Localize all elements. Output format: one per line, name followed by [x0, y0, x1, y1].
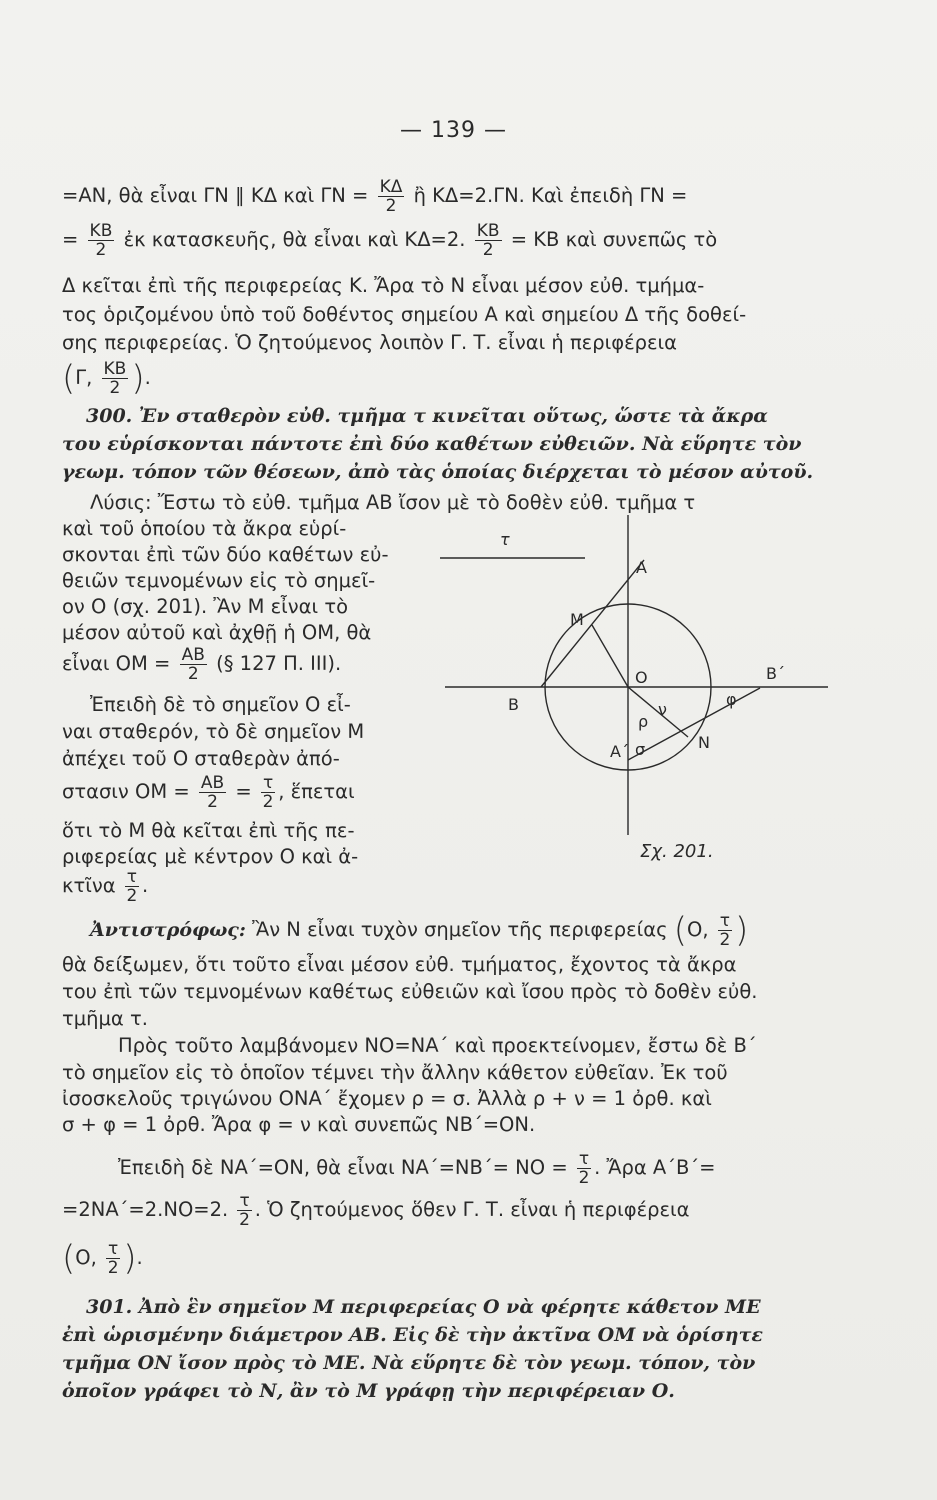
- text-line: τμῆμα τ.: [62, 1007, 148, 1030]
- text-line: (Ο, $\frac{\tau}{2}$ ).: [62, 1238, 143, 1279]
- text-line: Ἐπειδὴ δὲ ΝΑ΄=ΟΝ, θὰ εἶναι ΝΑ΄=ΝΒ΄= ΝΟ = $\frac{\tau}{2}$ . Ἄρα Α΄Β΄=: [118, 1149, 716, 1188]
- text-line: μέσον αὐτοῦ καὶ ἀχθῇ ἡ ΟΜ, θὰ: [62, 621, 372, 644]
- fraction: $\frac{\tau}{2}$: [126, 867, 138, 906]
- text-line: εἶναι ΟΜ = $\frac{AB}{2}$ (§ 127 Π. ΙΙΙ).: [62, 645, 342, 684]
- problem-301-line: τμῆμα ΟΝ ἴσον πρὸς τὸ ΜΕ. Νὰ εὕρητε δὲ τὸν γεωμ. τόπον, τὸν: [62, 1352, 756, 1374]
- text-line: ὅτι τὸ Μ θὰ κεῖται ἐπὶ τῆς πε-: [62, 819, 355, 842]
- text-line: σης περιφερείας. Ὁ ζητούμενος λοιπὸν Γ. Τ. εἶναι ἡ περιφέρεια: [62, 331, 677, 354]
- fraction: $\frac{\tau}{2}$: [719, 911, 731, 950]
- fraction: $\frac{\tau}{2}$: [107, 1239, 119, 1278]
- text-line: Δ κεῖται ἐπὶ τῆς περιφερείας Κ. Ἄρα τὸ Ν εἶναι μέσον εὐθ. τμήμα-: [62, 274, 705, 297]
- label-sigma: σ: [635, 740, 646, 759]
- problem-300-line: γεωμ. τόπον τῶν θέσεων, ἀπὸ τὰς ὁποίας διέρχεται τὸ μέσον αὐτοῦ.: [62, 461, 814, 483]
- text-line: Ἐπειδὴ δὲ τὸ σημεῖον Ο εἶ-: [90, 693, 351, 716]
- text-line: ἀπέχει τοῦ Ο σταθερὰν ἀπό-: [62, 747, 340, 770]
- problem-300-line: 300. Ἐν σταθερὸν εὐθ. τμῆμα τ κινεῖται οὕτως, ὥστε τὰ ἄκρα: [86, 405, 768, 427]
- problem-301-line: ὁποῖον γράφει τὸ Ν, ἂν τὸ Μ γράφῃ τὴν περιφέρειαν Ο.: [62, 1380, 675, 1402]
- fraction: $\frac{\tau}{2}$: [578, 1149, 590, 1188]
- label-rho: ρ: [638, 712, 649, 731]
- label-tau: τ: [500, 530, 510, 549]
- text-line: =2ΝΑ΄=2.ΝΟ=2. $\frac{\tau}{2}$ . Ὁ ζητούμενος ὅθεν Γ. Τ. εἶναι ἡ περιφέρεια: [62, 1191, 690, 1230]
- text-line: Πρὸς τοῦτο λαμβάνομεν ΝΟ=ΝΑ΄ καὶ προεκτείνομεν, ἔστω δὲ Β΄: [118, 1034, 757, 1057]
- problem-301-line: ἐπὶ ὡρισμένην διάμετρον ΑΒ. Εἰς δὲ τὴν ἀκτῖνα ΟΜ νὰ ὁρίσητε: [62, 1324, 763, 1346]
- text-line: ριφερείας μὲ κέντρον Ο καὶ ἀ-: [62, 845, 359, 868]
- text-line: Λύσις: Ἔστω τὸ εὐθ. τμῆμα ΑΒ ἴσον μὲ τὸ δοθὲν εὐθ. τμῆμα τ: [90, 491, 696, 514]
- fraction: $\frac{\tau}{2}$: [262, 773, 274, 812]
- label-M: Μ: [570, 610, 584, 629]
- label-A: Α: [636, 558, 647, 577]
- fraction: $\frac{K\Delta}{2}$: [379, 177, 403, 216]
- fraction: $\frac{KB}{2}$: [476, 221, 500, 260]
- fraction: $\frac{\tau}{2}$: [239, 1191, 250, 1230]
- text-line: τος ὁριζομένου ὑπὸ τοῦ δοθέντος σημείου Α καὶ σημείου Δ τῆς δοθεί-: [62, 303, 747, 326]
- text-line: Ἀντιστρόφως: Ἂν Ν εἶναι τυχὸν σημεῖον τῆς περιφερείας (Ο, $\frac{\tau}{2}$ ): [90, 910, 749, 951]
- fraction: $\frac{AB}{2}$: [181, 645, 205, 684]
- fraction: $\frac{KB}{2}$: [103, 359, 127, 398]
- text-line: κτῖνα $\frac{\tau}{2}$ .: [62, 867, 149, 906]
- text-line: =ΑΝ, θὰ εἶναι ΓΝ ∥ ΚΔ καὶ ΓΝ = $\frac{K\Delta}{2}$ ἢ ΚΔ=2.ΓΝ. Καὶ ἐπειδὴ ΓΝ =: [62, 177, 688, 216]
- label-O: Ο: [635, 668, 648, 687]
- figure-201: [430, 505, 840, 875]
- text-line: σκονται ἐπὶ τῶν δύο καθέτων εὐ-: [62, 543, 389, 566]
- fraction: $\frac{AB}{2}$: [200, 773, 225, 812]
- label-B: Β: [508, 695, 519, 714]
- text-line: τὸ σημεῖον εἰς τὸ ὁποῖον τέμνει τὴν ἄλλην κάθετον εὐθεῖαν. Ἐκ τοῦ: [62, 1061, 728, 1084]
- label-phi: φ: [726, 690, 737, 709]
- problem-300-line: του εὑρίσκονται πάντοτε ἐπὶ δύο καθέτων εὐθειῶν. Νὰ εὕρητε τὸν: [62, 433, 802, 455]
- figure-caption: Σχ. 201.: [640, 841, 714, 862]
- text-line: ον Ο (σχ. 201). Ἂν Μ εἶναι τὸ: [62, 595, 348, 618]
- text-line: = $\frac{KB}{2}$ ἐκ κατασκευῆς, θὰ εἶναι καὶ ΚΔ=2. $\frac{KB}{2}$ = ΚΒ καὶ συνεπῶς τὸ: [62, 221, 718, 260]
- text-line: στασιν ΟΜ = $\frac{AB}{2}$ = $\frac{\tau}{2}$ , ἕπεται: [62, 773, 355, 812]
- text-line: (Γ, $\frac{KB}{2}$ ).: [62, 358, 151, 399]
- text-line: καὶ τοῦ ὁποίου τὰ ἄκρα εὑρί-: [62, 517, 347, 540]
- text-line: ναι σταθερόν, τὸ δὲ σημεῖον Μ: [62, 720, 365, 743]
- segment-OM: [592, 625, 628, 687]
- text-line: σ + φ = 1 ὀρθ. Ἄρα φ = ν καὶ συνεπῶς ΝΒ΄=ΟΝ.: [62, 1113, 536, 1136]
- text-line: ἰσοσκελοῦς τριγώνου ΟΝΑ΄ ἔχομεν ρ = σ. Ἀλλὰ ρ + ν = 1 ὀρθ. καὶ: [62, 1087, 712, 1110]
- text-line: του ἐπὶ τῶν τεμνομένων καθέτως εὐθειῶν καὶ ἴσου πρὸς τὸ δοθὲν εὐθ.: [62, 980, 758, 1003]
- label-N: Ν: [698, 733, 710, 752]
- text-line: θὰ δείξωμεν, ὅτι τοῦτο εἶναι μέσον εὐθ. τμήματος, ἔχοντος τὰ ἄκρα: [62, 953, 737, 976]
- text-line: θειῶν τεμνομένων εἰς τὸ σημεῖ-: [62, 569, 376, 592]
- label-Aprime: Α΄: [610, 742, 629, 761]
- label-nu: ν: [658, 700, 667, 719]
- page-number: — 139 —: [400, 118, 507, 143]
- label-Bprime: Β΄: [766, 664, 785, 683]
- fraction: $\frac{KB}{2}$: [89, 221, 113, 260]
- problem-301-line: 301. Ἀπὸ ἓν σημεῖον Μ περιφερείας Ο νὰ φέρητε κάθετον ΜΕ: [86, 1296, 761, 1318]
